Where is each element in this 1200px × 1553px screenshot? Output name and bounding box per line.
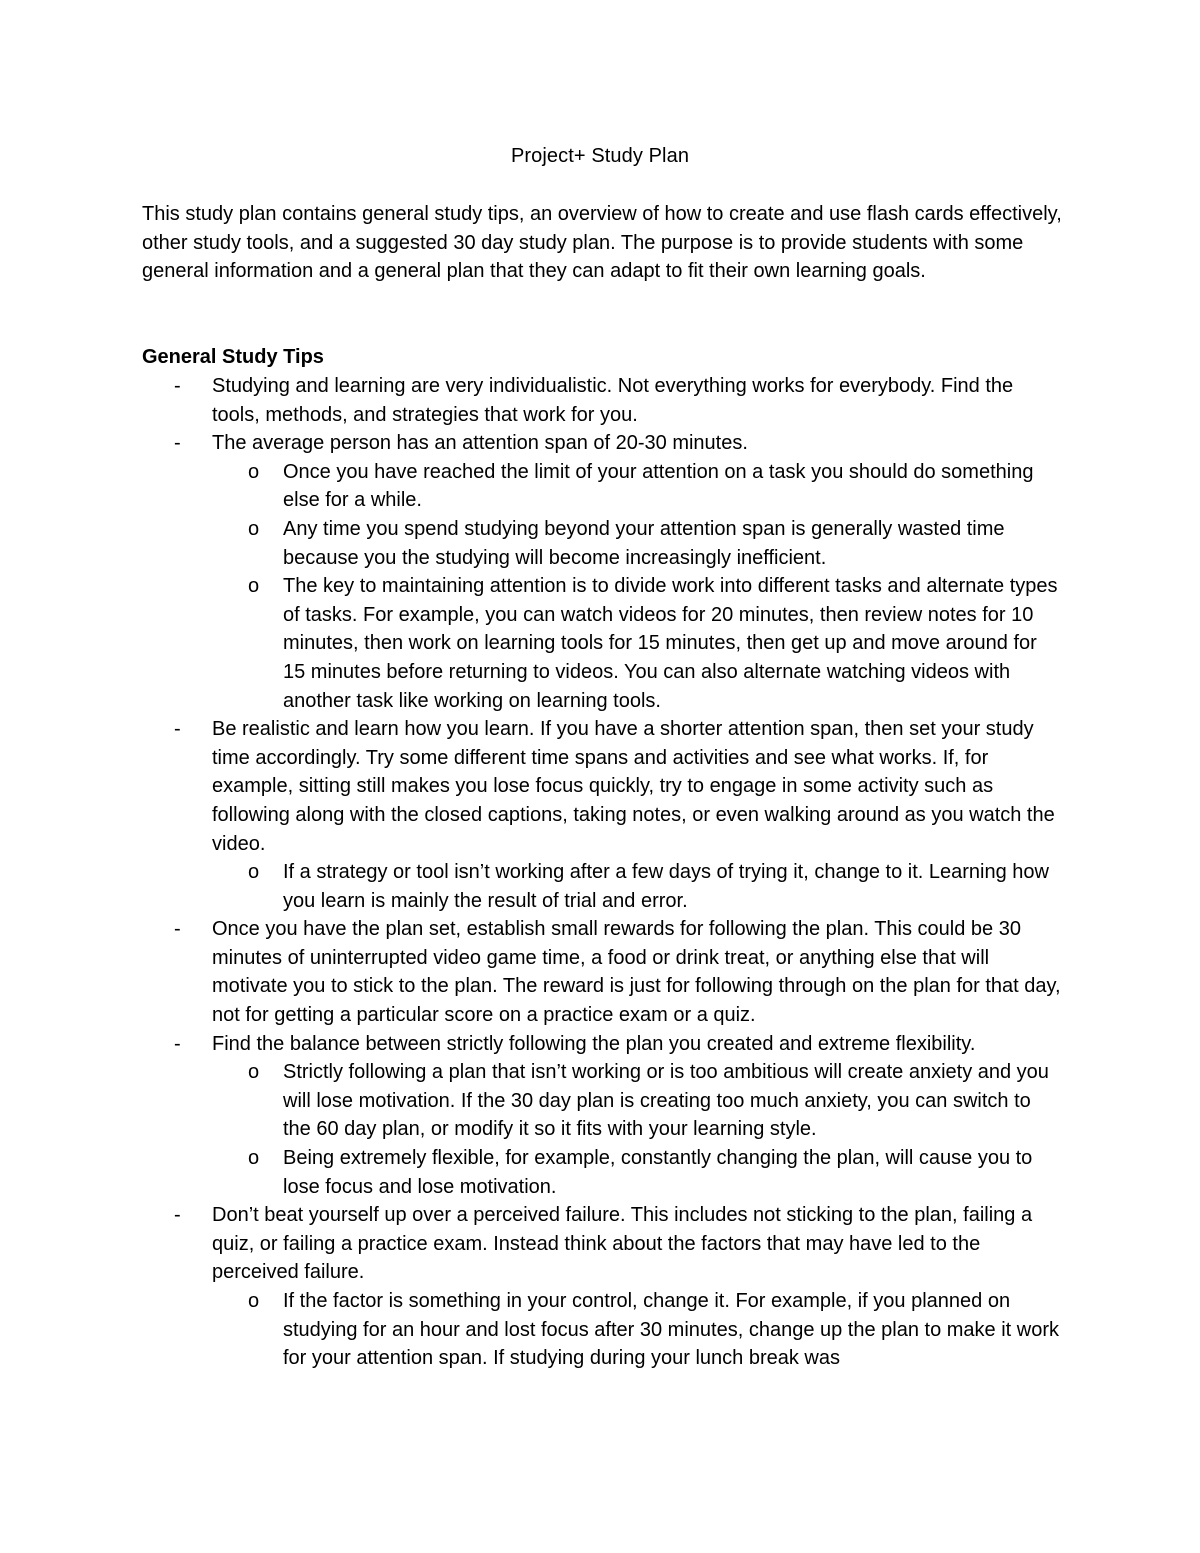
subtip-text: Being extremely flexible, for example, constantly changing the plan, will cause you to lose focus and lose motivation. — [283, 1147, 1033, 1198]
tip-text: Don’t beat yourself up over a perceived failure. This includes not sticking to the plan, failing a quiz, or failing a practice exam. Instead think about the factors that may have led to the perceived failure. — [212, 1204, 1033, 1284]
dash-bullet: - — [174, 918, 181, 941]
tip-text: Be realistic and learn how you learn. If you have a shorter attention span, then set your study time accordingly. Try some different time spans and activities and see what works. If, for example, sitting still makes you lose focus quickly, try to engage in some activity such as following along with the closed captions, taking notes, or even walking around as you watch the video. — [212, 718, 1055, 855]
section-heading: General Study Tips — [142, 346, 324, 368]
tip-item — [142, 429, 1062, 715]
subtip-item — [212, 572, 1062, 715]
subtip-text: Any time you spend studying beyond your attention span is generally wasted time because you the studying will become increasingly inefficient. — [283, 517, 1005, 569]
intro-paragraph: This study plan contains general study tips, an overview of how to create and use flash cards effectively, other study tools, and a suggested 30 day study plan. The purpose is to provide students with some general information and a general plan that they can adapt to fit their own learning goals. — [142, 203, 1062, 283]
tip-item — [142, 372, 1062, 429]
subtip-text: Once you have reached the limit of your attention on a task you should do something else for a while. — [283, 460, 1034, 512]
subtip-list — [212, 858, 1062, 915]
tip-text: Find the balance between strictly following the plan you created and extreme flexibility. — [212, 1032, 976, 1055]
tip-item — [142, 715, 1062, 915]
circle-bullet: o — [248, 1147, 260, 1170]
document-title: Project+ Study Plan — [510, 145, 690, 167]
subtip-text: The key to maintaining attention is to divide work into different tasks and alternate types of tasks. For example, you can watch videos for 20 minutes, then review notes for 10 minutes, then work on learning tools for 15 minutes, then get up and move around for 15 minutes before returning to videos. You can also alternate watching videos with another task like working on learning tools. — [283, 575, 1058, 712]
subtip-item — [212, 1058, 1062, 1144]
tip-text: Studying and learning are very individualistic. Not everything works for everybody. Find the tools, methods, and strategies that work for you. — [212, 375, 1014, 426]
subtip-list — [212, 1287, 1062, 1373]
dash-bullet: - — [174, 718, 181, 741]
dash-bullet: - — [174, 1032, 181, 1055]
tip-text: Once you have the plan set, establish small rewards for following the plan. This could be 30 minutes of uninterrupted video game time, a food or drink treat, or anything else that will motivate you to stick to the plan. The reward is just for following through on the plan for that day, not for getting a particular score on a practice exam or a quiz. — [212, 918, 1061, 1027]
subtip-text: Strictly following a plan that isn’t working or is too ambitious will create anxiety and you will lose motivation. If the 30 day plan is creating too much anxiety, you can switch to the 60 day plan, or modify it so it fits with your learning style. — [283, 1061, 1049, 1141]
circle-bullet: o — [248, 1061, 260, 1084]
tip-item — [142, 1030, 1062, 1202]
subtip-text: If the factor is something in your control, change it. For example, if you planned on studying for an hour and lost focus after 30 minutes, change up the plan to make it work for your attention span. If studying during your lunch break was — [283, 1290, 1060, 1370]
dash-bullet: - — [174, 432, 181, 455]
circle-bullet: o — [248, 861, 260, 884]
subtip-list — [212, 458, 1062, 715]
circle-bullet: o — [248, 1290, 260, 1312]
subtip-list — [212, 1058, 1062, 1201]
dash-bullet: - — [174, 1204, 181, 1227]
dash-bullet: - — [174, 375, 181, 397]
circle-bullet: o — [248, 460, 260, 483]
subtip-item — [212, 1287, 1062, 1373]
circle-bullet: o — [248, 517, 260, 540]
subtip-item — [212, 858, 1062, 915]
tip-text: The average person has an attention span of 20-30 minutes. — [212, 432, 748, 455]
circle-bullet: o — [248, 575, 260, 598]
tip-item — [142, 1201, 1062, 1373]
subtip-item — [212, 458, 1062, 515]
subtip-item — [212, 1144, 1062, 1201]
subtip-item — [212, 515, 1062, 572]
subtip-text: If a strategy or tool isn’t working after a few days of trying it, change to it. Learning how you learn is mainly the result of trial and error. — [283, 861, 1049, 912]
study-tips-list — [142, 372, 1062, 1373]
tip-item — [142, 915, 1062, 1029]
